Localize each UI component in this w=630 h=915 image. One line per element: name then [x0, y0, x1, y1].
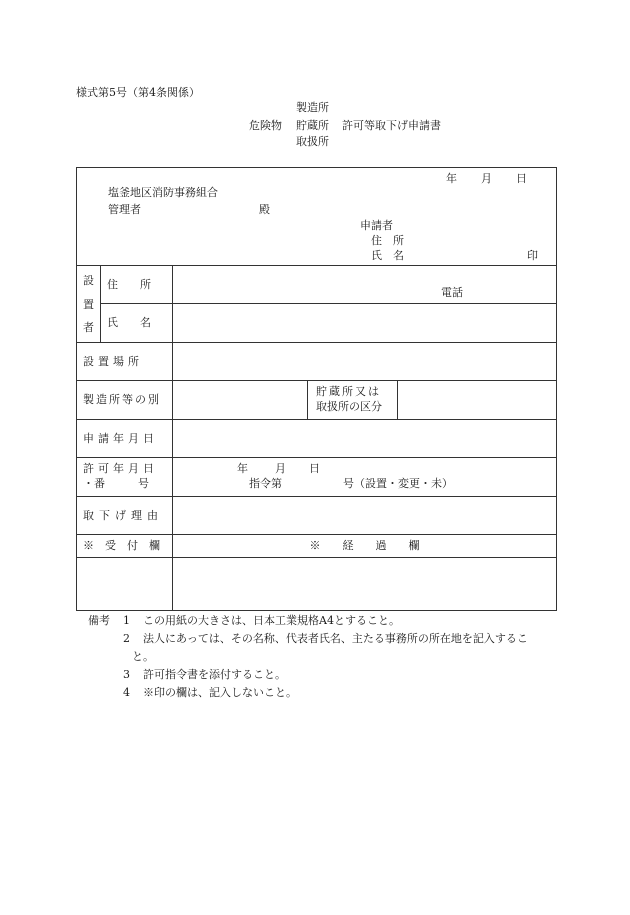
location-label: 設置場所	[83, 354, 143, 368]
withdraw-reason-label: 取下げ理由	[83, 508, 163, 522]
permit-date-label-cell	[77, 458, 173, 497]
progress-field	[173, 558, 557, 611]
remark-text: 法人にあっては、その名称、代表者氏名、主たる事務所の所在地を記入するこ	[143, 632, 528, 645]
title-type-storage: 貯蔵所	[296, 119, 329, 132]
apply-date-label-cell	[77, 420, 173, 458]
location-label-cell	[77, 343, 173, 381]
installer-address-label: 住 所	[107, 277, 151, 291]
date-year-label: 年	[446, 172, 457, 185]
facility-type-label-cell	[77, 381, 173, 420]
remark-text: ※印の欄は、記入しないこと。	[143, 686, 297, 699]
withdraw-reason-label-cell	[77, 497, 173, 535]
installer-char-1: 設	[83, 274, 94, 287]
storage-type-label-cell	[308, 381, 398, 420]
reception-field	[77, 558, 173, 611]
installer-name-label: 氏 名	[107, 316, 151, 329]
withdraw-reason-field[interactable]	[173, 497, 557, 535]
storage-type-label-line1: 貯蔵所又は	[316, 385, 381, 398]
installer-address-label-cell	[101, 266, 173, 304]
application-form-table	[76, 167, 557, 611]
installer-group-label	[77, 266, 101, 343]
title-type-manufacture: 製造所	[296, 101, 329, 114]
reception-header-label: ※ 受 付 欄	[83, 539, 160, 552]
remark-number: 2	[123, 632, 130, 645]
remarks	[88, 612, 558, 702]
applicant-label: 申請者	[360, 219, 393, 232]
applicant-address-label: 住 所	[371, 234, 404, 247]
progress-header-cell	[173, 535, 557, 558]
permit-date-label-line1: 許可年月日	[83, 462, 158, 475]
title-type-handling: 取扱所	[296, 135, 329, 148]
form-id: 様式第5号（第4条関係）	[76, 86, 200, 99]
remark-number: 1	[123, 614, 130, 627]
reception-header-cell	[77, 535, 173, 558]
storage-type-label-line2: 取扱所の区分	[316, 400, 382, 413]
location-field[interactable]	[173, 343, 557, 381]
date-month-label: 月	[481, 172, 492, 185]
installer-char-2: 置	[83, 298, 94, 311]
remark-text: この用紙の大きさは、日本工業規格A4とすること。	[143, 614, 400, 627]
permit-directive-label: 指令第	[249, 477, 282, 490]
seal-label: 印	[527, 249, 538, 262]
header-box	[77, 168, 557, 266]
remark-text-continued: と。	[132, 650, 154, 663]
remark-number: 3	[123, 668, 130, 681]
permit-date-label-line2: ・番 号	[83, 477, 149, 490]
facility-type-field[interactable]	[173, 381, 308, 420]
installer-name-label-cell	[101, 304, 173, 343]
honorific-label: 殿	[259, 203, 270, 216]
storage-type-field[interactable]	[398, 381, 557, 420]
apply-date-field[interactable]	[173, 420, 557, 458]
title-suffix: 許可等取下げ申請書	[342, 119, 441, 132]
permit-number-label: 号（設置・変更・未）	[343, 477, 453, 490]
remark-text: 許可指令書を添付すること。	[143, 668, 286, 681]
installer-char-3: 者	[83, 321, 94, 334]
manager-label: 管理者	[108, 203, 141, 216]
remark-number: 4	[123, 686, 130, 699]
permit-month-label: 月	[275, 462, 286, 475]
phone-label: 電話	[441, 286, 463, 299]
permit-date-field[interactable]	[173, 458, 557, 497]
date-day-label: 日	[516, 172, 527, 185]
progress-header-label: ※ 経 過 欄	[309, 539, 420, 552]
installer-name-field[interactable]	[173, 304, 557, 343]
facility-type-label: 製造所等の別	[83, 393, 161, 406]
title-prefix: 危険物	[249, 119, 282, 132]
applicant-name-label: 氏 名	[371, 249, 404, 262]
organization-name: 塩釜地区消防事務組合	[108, 186, 218, 199]
permit-year-label: 年	[237, 462, 248, 475]
installer-address-field[interactable]	[173, 266, 557, 304]
remarks-heading: 備考	[88, 614, 110, 627]
apply-date-label: 申請年月日	[83, 431, 158, 445]
permit-day-label: 日	[309, 462, 320, 475]
